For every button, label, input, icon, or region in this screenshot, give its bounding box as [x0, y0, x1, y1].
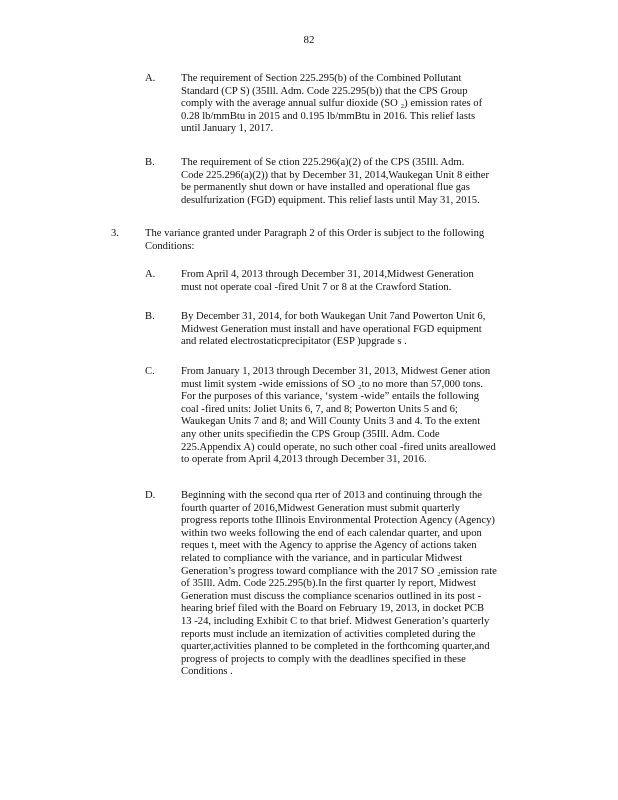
text-line: related to compliance with the variance, and in particular Midwest: [181, 552, 463, 564]
text-line: within two weeks following the end of each calendar quarter, and upon: [181, 527, 482, 539]
text-line: Code 225.296(a)(2)) that by December 31, 2014,Waukegan Unit 8 either: [181, 169, 490, 181]
text-line: of 35Ill. Adm. Code 225.295(b).In the first quarter ly report, Midwest: [181, 578, 477, 590]
item-text: [145, 228, 552, 253]
text-line: be permanently shut down or have installed and operational flue gas: [181, 182, 470, 194]
item-label: D.: [145, 490, 156, 501]
text-line: The requirement of Se ction 225.296(a)(2) of the CPS (35Ill. Adm.: [181, 157, 465, 168]
text-line: Conditions:: [145, 240, 195, 252]
text-line: fourth quarter of 2016,Midwest Generation must submit quarterly: [181, 502, 460, 514]
text-line: 13 -24, including Exhibit C to that brief. Midwest Generation’s quarterly: [181, 615, 490, 627]
text-line: For the purposes of this variance, ‘system -wide” entails the following: [181, 391, 480, 403]
text-line: any other units specifiedin the CPS Group (35Ill. Adm. Code: [181, 428, 440, 440]
text-line: until January 1, 2017.: [181, 123, 274, 135]
text-line: Beginning with the second qua rter of 2013 and continuing through the: [181, 490, 482, 501]
text-line: quarter,activities planned to be completed in the forthcoming quarter,and: [181, 641, 490, 653]
text-line: Generation’s progress toward compliance with the 2017 SO ₂emission rate: [181, 565, 497, 577]
item-text: [181, 366, 523, 467]
text-line: 0.28 lb/mmBtu in 2015 and 0.195 lb/mmBtu in 2016. This relief lasts: [181, 110, 476, 122]
text-line: From April 4, 2013 through December 31, 2014,Midwest Generation: [181, 269, 474, 280]
text-line: reques t, meet with the Agency to apprise the Agency of actions taken: [181, 540, 477, 552]
text-line: 225.Appendix A) could operate, no such other coal -fired units areallowed: [181, 441, 496, 453]
item-label: A.: [145, 269, 156, 280]
text-line: desulfurization (FGD) equipment. This relief lasts until May 31, 2015.: [181, 194, 480, 206]
item-label: C.: [145, 366, 155, 377]
item-text: [181, 311, 523, 349]
text-line: Standard (CP S) (35Ill. Adm. Code 225.295(b)) that the CPS Group: [181, 85, 468, 97]
text-line: and related electrostaticprecipitator (ESP )upgrade s .: [181, 336, 407, 348]
text-line: Midwest Generation must install and have operational FGD equipment: [181, 323, 482, 335]
text-line: comply with the average annual sulfur dioxide (SO ₂) emission rates of: [181, 98, 483, 110]
text-line: By December 31, 2014, for both Waukegan Unit 7and Powerton Unit 6,: [181, 311, 486, 322]
text-line: progress reports tothe Illinois Environmental Protection Agency (Agency): [181, 515, 495, 527]
item-text: [181, 157, 523, 207]
item-label: B.: [145, 311, 155, 322]
text-line: Generation must discuss the compliance scenarios outlined in its post -: [181, 590, 482, 602]
item-text: [181, 490, 523, 679]
item-text: [181, 269, 523, 294]
text-line: From January 1, 2013 through December 31, 2013, Midwest Gener ation: [181, 366, 491, 377]
page-number: 82: [303, 34, 315, 46]
text-line: hearing brief filed with the Board on February 19, 2013, in docket PCB: [181, 603, 485, 615]
item-label: 3.: [111, 228, 119, 239]
text-line: The variance granted under Paragraph 2 of this Order is subject to the following: [145, 228, 485, 239]
text-line: coal -fired units: Joliet Units 6, 7, and 8; Powerton Units 5 and 6;: [181, 403, 458, 415]
text-line: The requirement of Section 225.295(b) of the Combined Pollutant: [181, 73, 462, 84]
text-line: must not operate coal -fired Unit 7 or 8 at the Crawford Station.: [181, 281, 452, 293]
item-label: B.: [145, 157, 155, 168]
text-line: must limit system -wide emissions of SO ₂to no more than 57,000 tons.: [181, 378, 484, 390]
item-label: A.: [145, 73, 156, 84]
text-line: progress of projects to comply with the deadlines specified in these: [181, 653, 466, 665]
text-line: reports must include an itemization of activities completed during the: [181, 628, 476, 640]
item-text: [181, 73, 523, 136]
text-line: Conditions .: [181, 666, 233, 678]
text-line: Waukegan Units 7 and 8; and Will County Units 3 and 4. To the extent: [181, 416, 481, 428]
text-line: to operate from April 4,2013 through December 31, 2016.: [181, 454, 427, 466]
